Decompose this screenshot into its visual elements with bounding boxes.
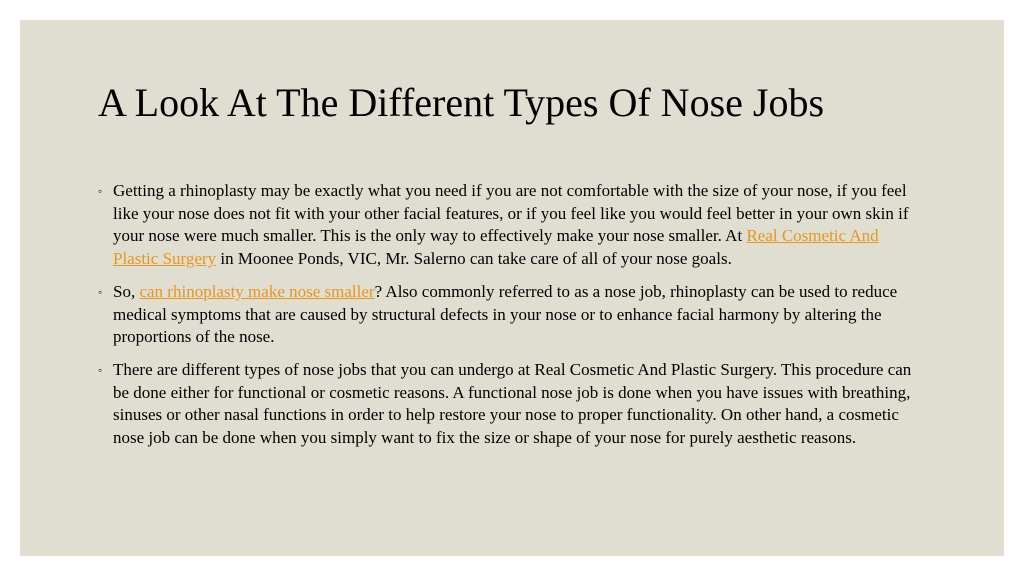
bullet-text: ? Also commonly referred to as a nose job, rhinoplasty can be used to reduce medical symptoms that are caused by structural defects in your nose or to enhance facial harmony by altering the proportions of the nose. bbox=[113, 281, 898, 347]
slide bbox=[20, 20, 1004, 556]
bullet-text: There are different types of nose jobs that you can undergo at Real Cosmetic And Plastic Surgery. This procedure can be done either for functional or cosmetic reasons. A functional nose job is done when you have issues with breathing, sinuses or other nasal functions in order to help restore your nose to proper functionality. On other hand, a cosmetic nose job can be done when you simply want to fix the size or shape of your nose for purely aesthetic reasons. bbox=[113, 359, 912, 448]
bullet-marker-icon: ◦ bbox=[98, 362, 103, 377]
bullet-text: in Moonee Ponds, VIC, Mr. Salerno can take care of all of your nose goals. bbox=[216, 249, 732, 269]
bullet-list bbox=[98, 180, 928, 460]
bullet-item-3 bbox=[98, 359, 928, 450]
rhinoplasty-smaller-link[interactable]: can rhinoplasty make nose smaller bbox=[139, 281, 375, 301]
bullet-marker-icon: ◦ bbox=[98, 184, 103, 198]
bullet-text: So, bbox=[113, 281, 140, 301]
slide-title: A Look At The Different Types Of Nose Jobs bbox=[98, 80, 825, 125]
real-cosmetic-link[interactable]: Real Cosmetic And Plastic Surgery bbox=[113, 226, 879, 269]
bullet-text: Getting a rhinoplasty may be exactly what you need if you are not comfortable with the size of your nose, if you feel like your nose does not fit with your other facial features, or if you feel like you would feel better in your own skin if your nose were much smaller. This is the only way to effectively make your nose smaller. At bbox=[113, 181, 909, 246]
bullet-marker-icon: ◦ bbox=[98, 284, 103, 299]
bullet-item-2 bbox=[98, 281, 928, 349]
bullet-item-1 bbox=[98, 180, 928, 271]
